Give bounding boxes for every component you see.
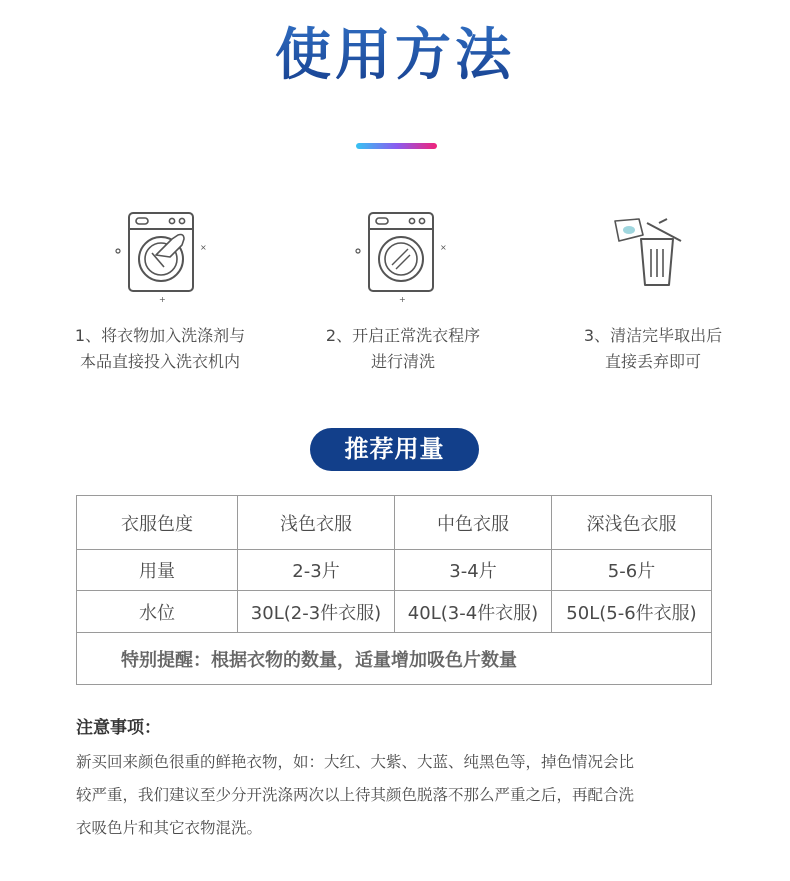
dosage-tip: 特别提醒：根据衣物的数量，适量增加吸色片数量	[77, 633, 712, 685]
notes-title: 注意事项：	[76, 718, 161, 738]
table-header-cell: 衣服色度	[77, 496, 238, 550]
table-header-row	[77, 496, 712, 550]
page-title: 使用方法	[0, 22, 790, 90]
washing-machine-hand-icon	[112, 205, 212, 309]
notes-line: 衣吸色片和其它衣物混洗。	[76, 819, 263, 837]
table-header-cell: 深浅色衣服	[552, 496, 712, 550]
table-cell: 40L(3-4件衣服)	[395, 591, 552, 633]
table-row	[77, 550, 712, 591]
step-1-line-2: 本品直接投入洗衣机内	[79, 352, 240, 371]
notes-line: 较严重，我们建议至少分开洗涤两次以上待其颜色脱落不那么严重之后，再配合洗	[76, 786, 635, 804]
step-2-text	[293, 323, 513, 375]
step-3-line-1: 3、清洁完毕取出后	[583, 326, 723, 345]
trash-bin-icon	[605, 205, 695, 299]
table-cell: 30L(2-3件衣服)	[238, 591, 395, 633]
step-3-line-2: 直接丢弃即可	[604, 352, 701, 371]
table-cell: 2-3片	[238, 550, 395, 591]
step-2-line-1: 2、开启正常洗衣程序	[325, 326, 481, 345]
svg-text:×: ×	[200, 243, 207, 252]
notes-line: 新买回来颜色很重的鲜艳衣物，如：大红、大紫、大蓝、纯黑色等，掉色情况会比	[76, 753, 635, 771]
step-2-line-2: 进行清洗	[370, 352, 435, 371]
washing-machine-icon	[352, 205, 452, 309]
table-cell: 3-4片	[395, 550, 552, 591]
table-cell: 50L(5-6件衣服)	[552, 591, 712, 633]
svg-text:×: ×	[440, 243, 447, 252]
notes-body	[76, 746, 726, 845]
title-underline-bar	[356, 143, 437, 149]
table-row	[77, 591, 712, 633]
table-header-cell: 浅色衣服	[238, 496, 395, 550]
dosage-section-title: 推荐用量	[310, 428, 479, 471]
dosage-table	[76, 495, 712, 685]
table-cell: 5-6片	[552, 550, 712, 591]
table-cell: 水位	[77, 591, 238, 633]
step-1-line-1: 1、将衣物加入洗涤剂与	[74, 326, 246, 345]
table-tip-row	[77, 633, 712, 685]
table-cell: 用量	[77, 550, 238, 591]
svg-text:+: +	[399, 295, 406, 304]
svg-text:+: +	[159, 295, 166, 304]
table-header-cell: 中色衣服	[395, 496, 552, 550]
step-1-text	[50, 323, 270, 375]
step-3-text	[543, 323, 763, 375]
